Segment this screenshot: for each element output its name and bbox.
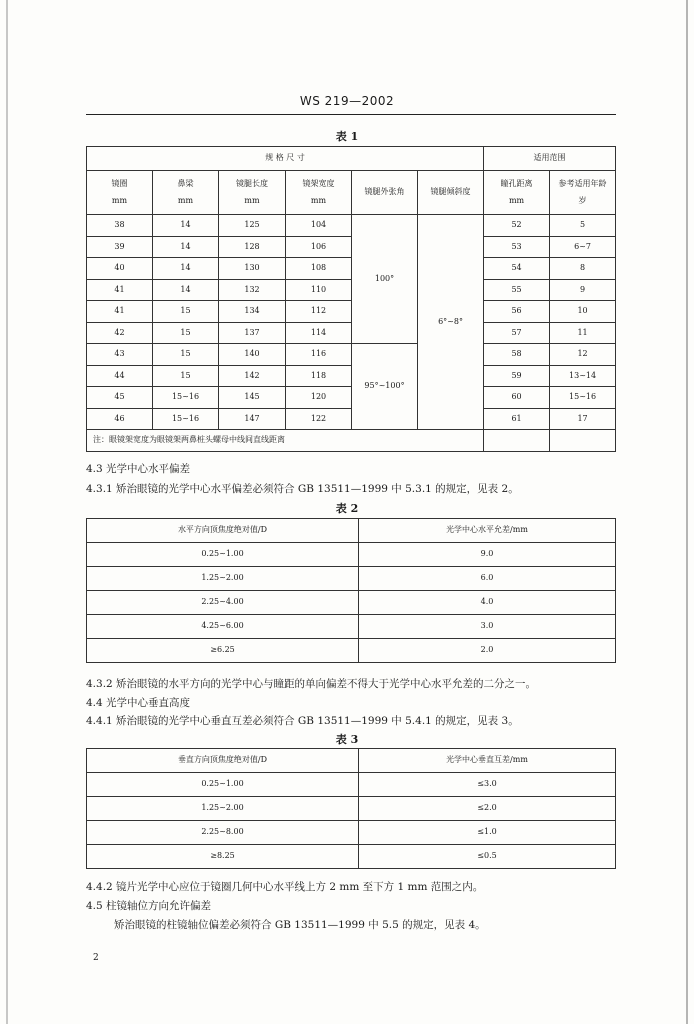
temple-length-cell: 132: [219, 279, 286, 301]
frame-width-cell: 114: [286, 322, 352, 344]
tolerance-value-cell: 3.0: [359, 615, 616, 639]
bridge-size-cell: 15: [153, 301, 219, 323]
table-row: [87, 639, 616, 663]
rim-size-cell: 41: [87, 279, 153, 301]
temple-length-cell: 142: [219, 365, 286, 387]
bridge-size-cell: 14: [153, 236, 219, 258]
bridge-size-cell: 14: [153, 215, 219, 237]
pupil-distance-cell: 61: [484, 408, 550, 430]
table1-row: [87, 279, 616, 301]
table-row: [87, 773, 616, 797]
table1-col-header: [87, 171, 153, 215]
section-4-5-heading: 4.5 柱镜轴位方向允许偏差: [86, 900, 212, 912]
table3-header-right: 光学中心垂直互差/mm: [359, 749, 616, 773]
table1-col-header-label: 参考适用年龄: [558, 179, 607, 189]
table1-row: [87, 301, 616, 323]
temple-angle-cell: 95°~100°: [352, 344, 418, 430]
age-cell: 13~14: [550, 365, 616, 387]
table1-caption: 表 1: [335, 130, 359, 143]
temple-length-cell: 134: [219, 301, 286, 323]
table1-pd-cell: [484, 430, 550, 452]
rim-size-cell: 43: [87, 344, 153, 366]
tolerance-value-cell: 2.0: [359, 639, 616, 663]
standard-code-header: WS 219—2002: [299, 94, 395, 108]
frame-width-cell: 122: [286, 408, 352, 430]
tolerance-value-cell: ≤1.0: [359, 821, 616, 845]
power-range-cell: 2.25~4.00: [87, 591, 359, 615]
table1-col-header-unit: mm: [177, 195, 194, 205]
bridge-size-cell: 14: [153, 279, 219, 301]
section-4-4-2-text: 4.4.2 镜片光学中心应位于镜圈几何中心水平线上方 2 mm 至下方 1 mm 范围之内。: [86, 881, 484, 893]
rim-size-cell: 39: [87, 236, 153, 258]
table2-caption: 表 2: [335, 502, 359, 515]
table1-row: [87, 344, 616, 366]
frame-width-cell: 104: [286, 215, 352, 237]
table1-col-header-unit: 岁: [578, 195, 587, 205]
temple-angle-cell: 100°: [352, 215, 418, 344]
page-number: 2: [93, 953, 99, 963]
table-row: [87, 591, 616, 615]
bridge-size-cell: 15: [153, 365, 219, 387]
table1-row: [87, 365, 616, 387]
table1-col-header-unit: mm: [111, 195, 128, 205]
bridge-size-cell: 15~16: [153, 408, 219, 430]
table2-header-right: 光学中心水平允差/mm: [359, 519, 616, 543]
power-range-cell: 0.25~1.00: [87, 773, 359, 797]
section-4-3-2-text: 4.3.2 矫治眼镜的水平方向的光学中心与瞳距的单向偏差不得大于光学中心水平允差的二分之一。: [86, 678, 537, 690]
header-rule: [86, 114, 616, 115]
frame-width-cell: 120: [286, 387, 352, 409]
table1-col-header-label: 镜圈: [111, 179, 128, 189]
tolerance-value-cell: ≤0.5: [359, 845, 616, 869]
table-row: [87, 567, 616, 591]
pupil-distance-cell: 52: [484, 215, 550, 237]
temple-length-cell: 128: [219, 236, 286, 258]
table1-row: [87, 258, 616, 280]
tolerance-value-cell: 6.0: [359, 567, 616, 591]
table1-col-header-unit: mm: [244, 195, 260, 205]
age-cell: 6~7: [550, 236, 616, 258]
age-cell: 9: [550, 279, 616, 301]
table1-col-header: [418, 171, 484, 215]
table1-col-header-unit: mm: [508, 195, 525, 205]
frame-width-cell: 112: [286, 301, 352, 323]
temple-length-cell: 137: [219, 322, 286, 344]
table1-row: [87, 408, 616, 430]
table1-col-header: [550, 171, 616, 215]
age-cell: 8: [550, 258, 616, 280]
section-4-4-heading: 4.4 光学中心垂直高度: [86, 697, 191, 709]
temple-length-cell: 140: [219, 344, 286, 366]
table1-group-range: 适用范围: [484, 147, 616, 171]
pupil-distance-cell: 57: [484, 322, 550, 344]
table-row: [87, 543, 616, 567]
table1-note: 注：眼镜架宽度为眼镜架两鼻桩头螺母中线间直线距离: [87, 430, 484, 452]
table1-row: [87, 215, 616, 237]
frame-width-cell: 108: [286, 258, 352, 280]
bridge-size-cell: 15: [153, 344, 219, 366]
tolerance-value-cell: 4.0: [359, 591, 616, 615]
section-4-4-1-text: 4.4.1 矫治眼镜的光学中心垂直互差必须符合 GB 13511—1999 中 5.4.1 的规定，见表 3。: [86, 715, 519, 727]
table1-age-cell: [550, 430, 616, 452]
power-range-cell: 1.25~2.00: [87, 567, 359, 591]
table-row: [87, 797, 616, 821]
age-cell: 5: [550, 215, 616, 237]
bridge-size-cell: 15: [153, 322, 219, 344]
age-cell: 11: [550, 322, 616, 344]
pupil-distance-cell: 59: [484, 365, 550, 387]
bridge-size-cell: 14: [153, 258, 219, 280]
table3-vertical-tolerance: [86, 748, 616, 869]
table1-col-header-label: 镜腿长度: [236, 179, 268, 189]
table-row: [87, 615, 616, 639]
temple-length-cell: 130: [219, 258, 286, 280]
table1-col-header-label: 镜腿外张角: [364, 187, 405, 197]
pupil-distance-cell: 53: [484, 236, 550, 258]
pupil-distance-cell: 55: [484, 279, 550, 301]
power-range-cell: 2.25~8.00: [87, 821, 359, 845]
temple-length-cell: 145: [219, 387, 286, 409]
table3-caption: 表 3: [335, 733, 359, 746]
age-cell: 12: [550, 344, 616, 366]
table1-row: [87, 322, 616, 344]
pupil-distance-cell: 58: [484, 344, 550, 366]
table1-col-header-label: 瞳孔距离: [500, 179, 533, 189]
pupil-distance-cell: 54: [484, 258, 550, 280]
table-row: [87, 845, 616, 869]
table1-col-header-label: 镜腿倾斜度: [430, 187, 471, 197]
table1-col-header: [352, 171, 418, 215]
bridge-size-cell: 15~16: [153, 387, 219, 409]
age-cell: 15~16: [550, 387, 616, 409]
table1-row: [87, 236, 616, 258]
table2-header-left: 水平方向顶焦度绝对值/D: [87, 519, 359, 543]
rim-size-cell: 44: [87, 365, 153, 387]
temple-length-cell: 147: [219, 408, 286, 430]
rim-size-cell: 42: [87, 322, 153, 344]
power-range-cell: 1.25~2.00: [87, 797, 359, 821]
age-cell: 10: [550, 301, 616, 323]
tolerance-value-cell: ≤3.0: [359, 773, 616, 797]
frame-width-cell: 110: [286, 279, 352, 301]
power-range-cell: ≥6.25: [87, 639, 359, 663]
rim-size-cell: 40: [87, 258, 153, 280]
rim-size-cell: 41: [87, 301, 153, 323]
rim-size-cell: 46: [87, 408, 153, 430]
section-4-3-heading: 4.3 光学中心水平偏差: [86, 463, 191, 475]
age-cell: 17: [550, 408, 616, 430]
pupil-distance-cell: 60: [484, 387, 550, 409]
pupil-distance-cell: 56: [484, 301, 550, 323]
frame-width-cell: 118: [286, 365, 352, 387]
table-row: [87, 821, 616, 845]
rim-size-cell: 38: [87, 215, 153, 237]
table2-horizontal-tolerance: [86, 518, 616, 663]
table1-row: [87, 387, 616, 409]
frame-width-cell: 106: [286, 236, 352, 258]
table1-frame-specs: [86, 146, 616, 452]
section-4-3-1-text: 4.3.1 矫治眼镜的光学中心水平偏差必须符合 GB 13511—1999 中 5.3.1 的规定，见表 2。: [86, 483, 519, 495]
temple-tilt-cell: 6°~8°: [418, 215, 484, 430]
table3-header-left: 垂直方向顶焦度绝对值/D: [87, 749, 359, 773]
frame-width-cell: 116: [286, 344, 352, 366]
table1-col-header-unit: mm: [310, 195, 327, 205]
rim-size-cell: 45: [87, 387, 153, 409]
tolerance-value-cell: 9.0: [359, 543, 616, 567]
power-range-cell: 4.25~6.00: [87, 615, 359, 639]
power-range-cell: ≥8.25: [87, 845, 359, 869]
tolerance-value-cell: ≤2.0: [359, 797, 616, 821]
table1-group-specs: 规 格 尺 寸: [87, 147, 484, 171]
table1-col-header: [153, 171, 219, 215]
temple-length-cell: 125: [219, 215, 286, 237]
table1-col-header-label: 镜架宽度: [302, 179, 335, 189]
table1-col-header: [484, 171, 550, 215]
table1-col-header-label: 鼻梁: [177, 179, 194, 189]
table1-col-header: [286, 171, 352, 215]
section-4-5-text: 矫治眼镜的柱镜轴位偏差必须符合 GB 13511—1999 中 5.5 的规定，见表 4。: [114, 919, 486, 931]
power-range-cell: 0.25~1.00: [87, 543, 359, 567]
table1-col-header: [219, 171, 286, 215]
